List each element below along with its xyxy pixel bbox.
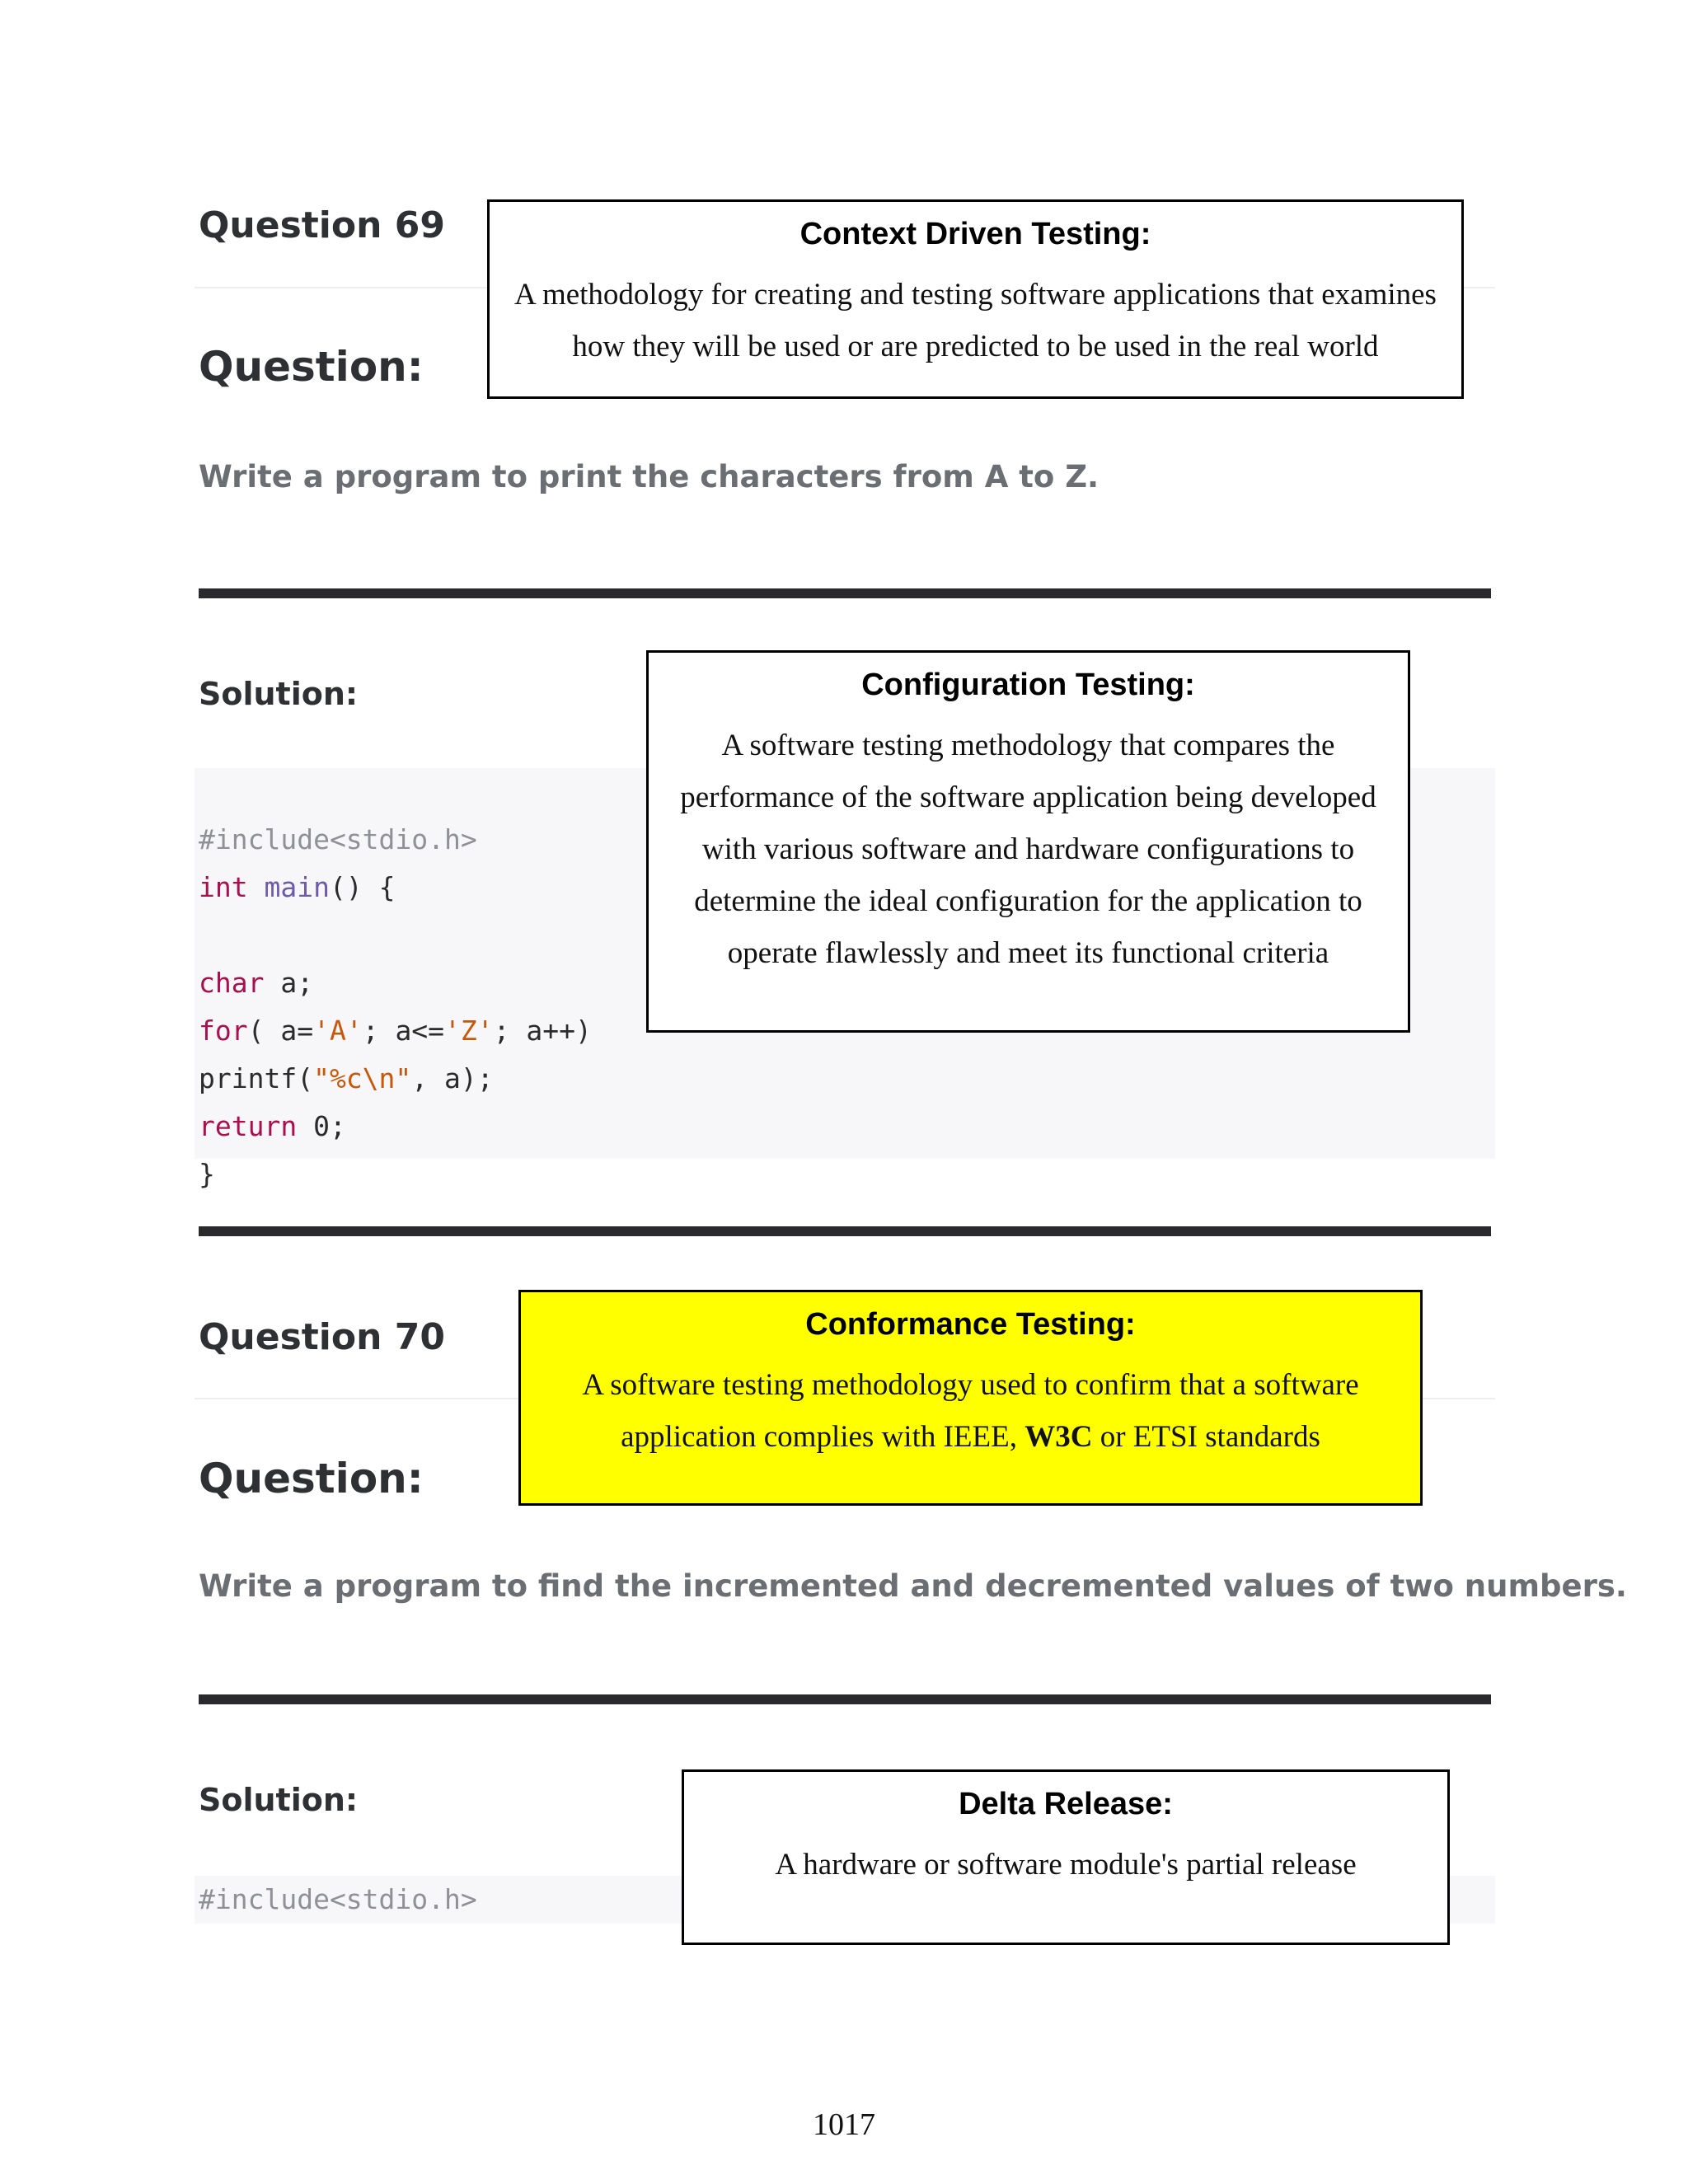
- code-line: [199, 912, 592, 959]
- page-number: 1017: [813, 2107, 875, 2142]
- section-divider: [199, 588, 1491, 598]
- code-line: return 0;: [199, 1110, 346, 1142]
- definition-body: A software testing methodology used to confirm that a software application complies with IEEE, W3C or ETSI standards: [582, 1368, 1359, 1454]
- section-divider: [199, 1226, 1491, 1236]
- code-line: char a;: [199, 967, 314, 999]
- definition-box-context-driven-testing: [487, 199, 1464, 399]
- code-line: #include<stdio.h>: [199, 823, 477, 855]
- code-line: int main() {: [199, 871, 396, 903]
- question-prompt: Write a program to print the characters from A to Z.: [199, 459, 1100, 494]
- definition-body: A software testing methodology that compares the performance of the software application being developed with various software and hardware configurations to determine the ideal configuration for the application to operate flawlessly and meet its functional criteria: [680, 729, 1376, 970]
- code-line: printf("%c\n", a);: [199, 1062, 494, 1094]
- question-label: Question:: [199, 343, 424, 391]
- definition-title: Delta Release:: [959, 1787, 1173, 1821]
- solution-label: Solution:: [199, 676, 359, 712]
- code-line: #include<stdio.h>: [199, 1883, 477, 1915]
- definition-title: Context Driven Testing:: [799, 217, 1151, 251]
- question-prompt: Write a program to find the incremented and decremented values of two numbers.: [199, 1568, 1627, 1604]
- definition-box-conformance-testing: [518, 1290, 1423, 1506]
- definition-body: A hardware or software module's partial release: [775, 1848, 1357, 1882]
- definition-box-delta-release: [682, 1769, 1450, 1945]
- code-line: }: [199, 1158, 215, 1190]
- question-label: Question:: [199, 1455, 424, 1502]
- solution-label: Solution:: [199, 1782, 359, 1818]
- definition-body: A methodology for creating and testing software applications that examines how they will be used or are predicted to be used in the real world: [514, 278, 1437, 363]
- section-divider: [199, 1694, 1491, 1704]
- definition-box-configuration-testing: [646, 650, 1410, 1033]
- definition-title: Conformance Testing:: [805, 1307, 1136, 1342]
- code-line: for( a='A'; a<='Z'; a++): [199, 1015, 592, 1047]
- question-70-heading: Question 70: [199, 1316, 445, 1358]
- definition-title: Configuration Testing:: [861, 668, 1195, 702]
- question-69-heading: Question 69: [199, 204, 445, 246]
